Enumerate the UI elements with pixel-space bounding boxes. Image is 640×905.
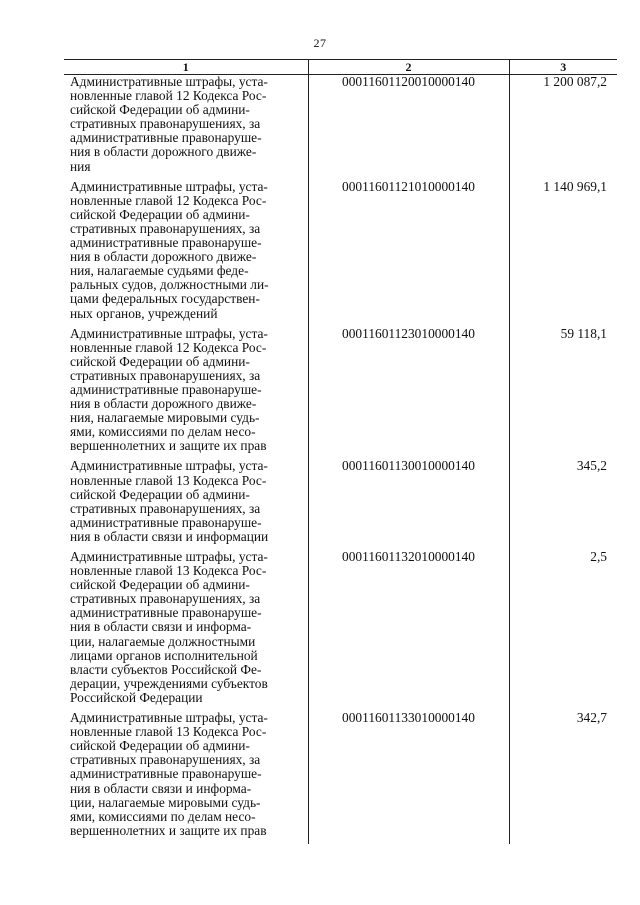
revenue-name-cell: Административные штрафы, уста- новленные главой 12 Кодекса Рос- сийской Федерации об админи- стративных правонарушениях, за административные правонаруше- ния в области дорожного движе- ния, налагаемые мировыми судь- ями, комиссиями по делам несо- вершеннолетних и защите их прав xyxy=(70,325,268,454)
revenue-name-cell: Административные штрафы, уста- новленные главой 12 Кодекса Рос- сийской Федерации об админи- стративных правонарушениях, за административные правонаруше- ния в области дорожного движе- ния xyxy=(70,74,268,174)
amount-cell: 342,7 xyxy=(509,711,617,844)
classification-code-cell: 00011601133010000140 xyxy=(308,711,509,844)
classification-code-cell: 00011601121010000140 xyxy=(308,180,509,327)
column-header-code: 2 xyxy=(308,60,509,75)
revenue-name-cell: Административные штрафы, уста- новленные главой 13 Кодекса Рос- сийской Федерации об админи- стративных правонарушениях, за административные правонаруше- ния в области связи и информа- ции, налагаемые мировыми судь- ями, комиссиями по делам несо- вершеннолетних и защите их прав xyxy=(70,710,268,838)
column-header-amount: 3 xyxy=(509,60,617,75)
table-row xyxy=(64,180,617,327)
classification-code-cell: 00011601120010000140 xyxy=(308,75,509,180)
amount-cell: 345,2 xyxy=(509,459,617,550)
table-row xyxy=(64,327,617,460)
table-row xyxy=(64,550,617,711)
column-header-name: 1 xyxy=(64,60,308,75)
amount-cell: 59 118,1 xyxy=(509,327,617,460)
revenue-name-cell: Административные штрафы, уста- новленные главой 13 Кодекса Рос- сийской Федерации об админи- стративных правонарушениях, за административные правонаруше- ния в области связи и информа- ции, налагаемые должностными лицами органов исполнительной власти субъектов Российской Фе- дерации, учреждениями субъектов Российской Федерации xyxy=(70,549,268,705)
table-row xyxy=(64,75,617,180)
table-row xyxy=(64,459,617,550)
classification-code-cell: 00011601123010000140 xyxy=(308,327,509,460)
budget-revenue-table xyxy=(64,59,617,844)
table-row xyxy=(64,711,617,844)
amount-cell: 1 140 969,1 xyxy=(509,180,617,327)
amount-cell: 1 200 087,2 xyxy=(509,75,617,180)
amount-cell: 2,5 xyxy=(509,550,617,711)
page-number: 27 xyxy=(313,36,327,50)
classification-code-cell: 00011601132010000140 xyxy=(308,550,509,711)
classification-code-cell: 00011601130010000140 xyxy=(308,459,509,550)
revenue-name-cell: Административные штрафы, уста- новленные главой 13 Кодекса Рос- сийской Федерации об админи- стративных правонарушениях, за административные правонаруше- ния в области связи и информации xyxy=(70,458,269,544)
revenue-name-cell: Административные штрафы, уста- новленные главой 12 Кодекса Рос- сийской Федерации об админи- стративных правонарушениях, за административные правонаруше- ния в области дорожного движе- ния, налагаемые судьями феде- ральных судов, должностными ли- цами федеральных государствен- ных органов, учреждений xyxy=(70,178,269,321)
table-header-row xyxy=(64,60,617,75)
